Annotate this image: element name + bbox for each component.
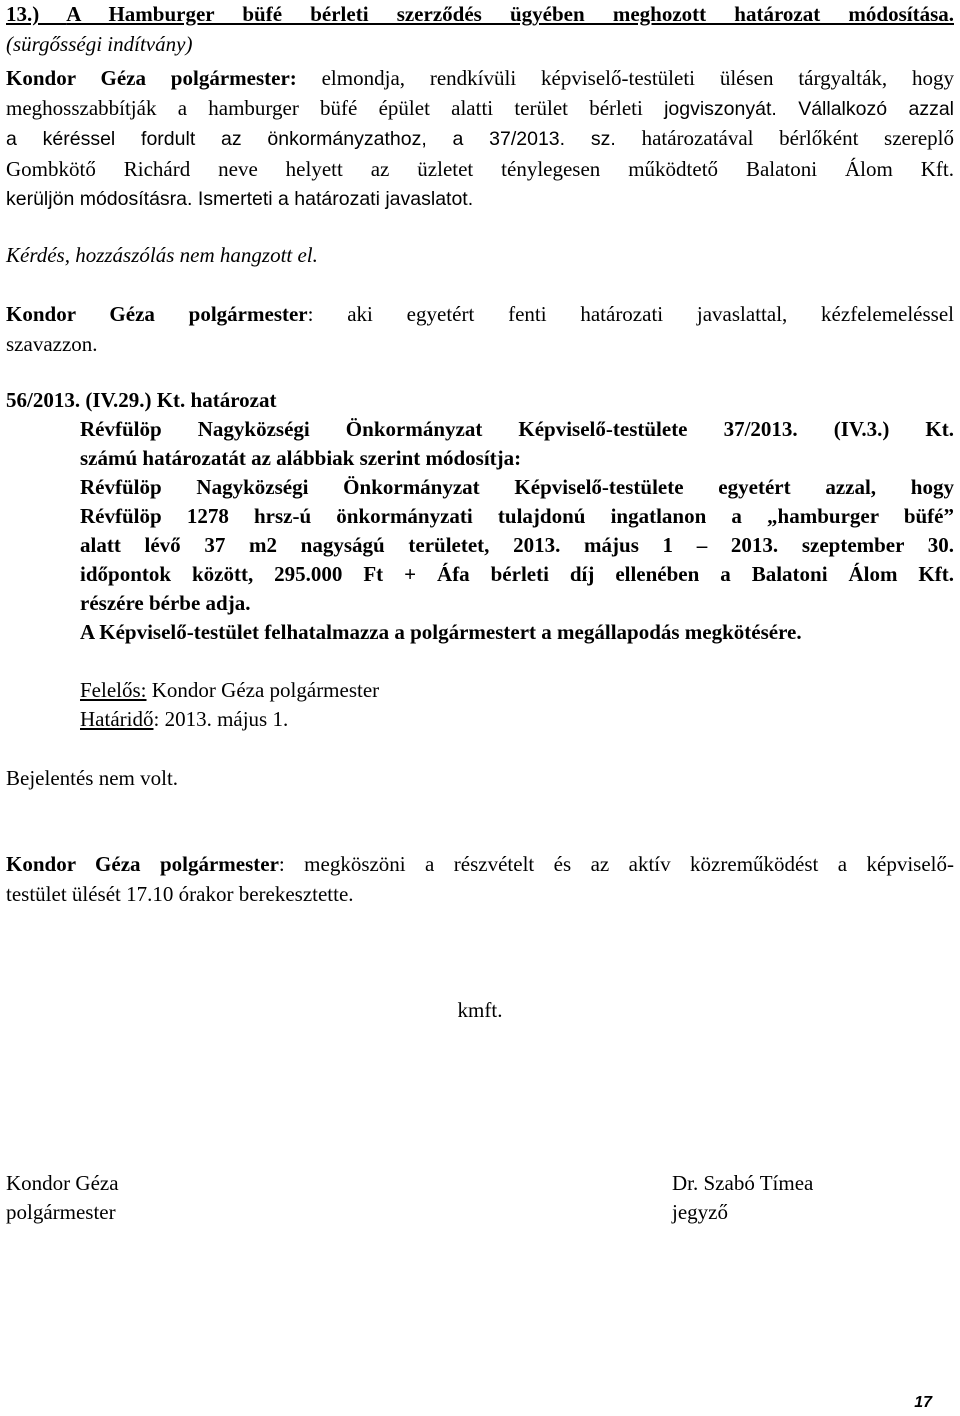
no-question-text: Kérdés, hozzászólás nem hangzott el. — [6, 243, 318, 267]
resolution-line7: részére bérbe adja. — [80, 591, 251, 615]
intro-line3b: határozatával bérlőként szereplő — [641, 126, 955, 150]
intro-line5: kerüljön módosításra. Ismerteti a határozati javaslatot. — [6, 188, 474, 210]
resolution-line4: Révfülöp 1278 hrsz-ú önkormányzati tulajdonú ingatlanon a „hamburger büfé” — [80, 504, 954, 528]
responsible-line — [80, 676, 379, 705]
closing-paragraph — [6, 850, 954, 909]
closing-line2: testület ülését 17.10 órakor berekesztette. — [6, 881, 354, 906]
resolution-line5: alatt lévő 37 m2 nagyságú területet, 2013. május 1 – 2013. szeptember 30. — [80, 533, 954, 557]
vote-call-speaker: Kondor Géza polgármester — [6, 302, 308, 326]
signature-right — [672, 1169, 813, 1227]
kmft-mark: kmft. — [457, 998, 503, 1022]
intro-line4: Gombkötő Richárd neve helyett az üzletet ténylegesen működtető Balatoni Álom Kft. — [6, 156, 954, 181]
resolution-line2: számú határozatát az alábbiak szerint módosítja: — [80, 446, 522, 470]
deadline-value: : 2013. május 1. — [153, 707, 289, 731]
vote-call-line1: : aki egyetért fenti határozati javaslattal, kézfelemeléssel — [307, 302, 954, 326]
vote-call-line2: szavazzon. — [6, 331, 98, 356]
no-announcement-note: Bejelentés nem volt. — [6, 766, 179, 790]
agenda-note: (sürgősségi indítvány) — [6, 31, 193, 56]
signature-left-title: polgármester — [6, 1200, 116, 1224]
no-question-note — [6, 241, 954, 271]
resolution-line1: Révfülöp Nagyközségi Önkormányzat Képviselő-testülete 37/2013. (IV.3.) Kt. — [80, 417, 954, 441]
agenda-title — [6, 0, 954, 30]
agenda-number: 13.) — [6, 2, 67, 26]
closing-speaker: Kondor Géza polgármester — [6, 852, 279, 876]
signature-right-name: Dr. Szabó Tímea — [672, 1171, 814, 1195]
intro-speaker: Kondor Géza polgármester: — [6, 66, 297, 90]
signature-left — [6, 1169, 119, 1227]
resolution-number: 56/2013. (IV.29.) Kt. határozat — [6, 388, 277, 412]
page-number: 17 — [914, 1394, 932, 1411]
intro-line2b: jogviszonyát. Vállalkozó azzal — [664, 97, 954, 120]
intro-paragraph — [6, 64, 954, 215]
agenda-title-text: A Hamburger büfé bérleti szerződés ügyében meghozott határozat módosítása. — [66, 2, 954, 26]
agenda-item — [6, 0, 954, 59]
intro-line2a: meghosszabbítják a hamburger büfé épület alatti terület bérleti — [6, 95, 665, 120]
responsible-label: Felelős: — [80, 678, 147, 702]
signature-left-name: Kondor Géza — [6, 1171, 119, 1195]
deadline-line — [80, 705, 288, 734]
closing-line1: : megköszöni a részvételt és az aktív közreműködést a képviselő- — [278, 852, 954, 876]
resolution-line3: Révfülöp Nagyközségi Önkormányzat Képviselő-testülete egyetért azzal, hogy — [80, 475, 954, 499]
signature-right-title: jegyző — [672, 1200, 728, 1224]
intro-line3a: a kéréssel fordult az önkormányzathoz, a 37/2013. sz. — [6, 128, 642, 150]
deadline-label: Határidő — [80, 707, 154, 731]
resolution-body — [80, 415, 954, 647]
intro-line1: elmondja, rendkívüli képviselő-testületi ülésen tárgyalták, hogy — [296, 66, 955, 90]
responsible-value: Kondor Géza polgármester — [146, 678, 380, 702]
vote-call-paragraph — [6, 300, 954, 359]
resolution-line6: időpontok között, 295.000 Ft + Áfa bérleti díj ellenében a Balatoni Álom Kft. — [80, 562, 954, 586]
resolution-line8: A Képviselő-testület felhatalmazza a polgármestert a megállapodás megkötésére. — [80, 620, 802, 644]
